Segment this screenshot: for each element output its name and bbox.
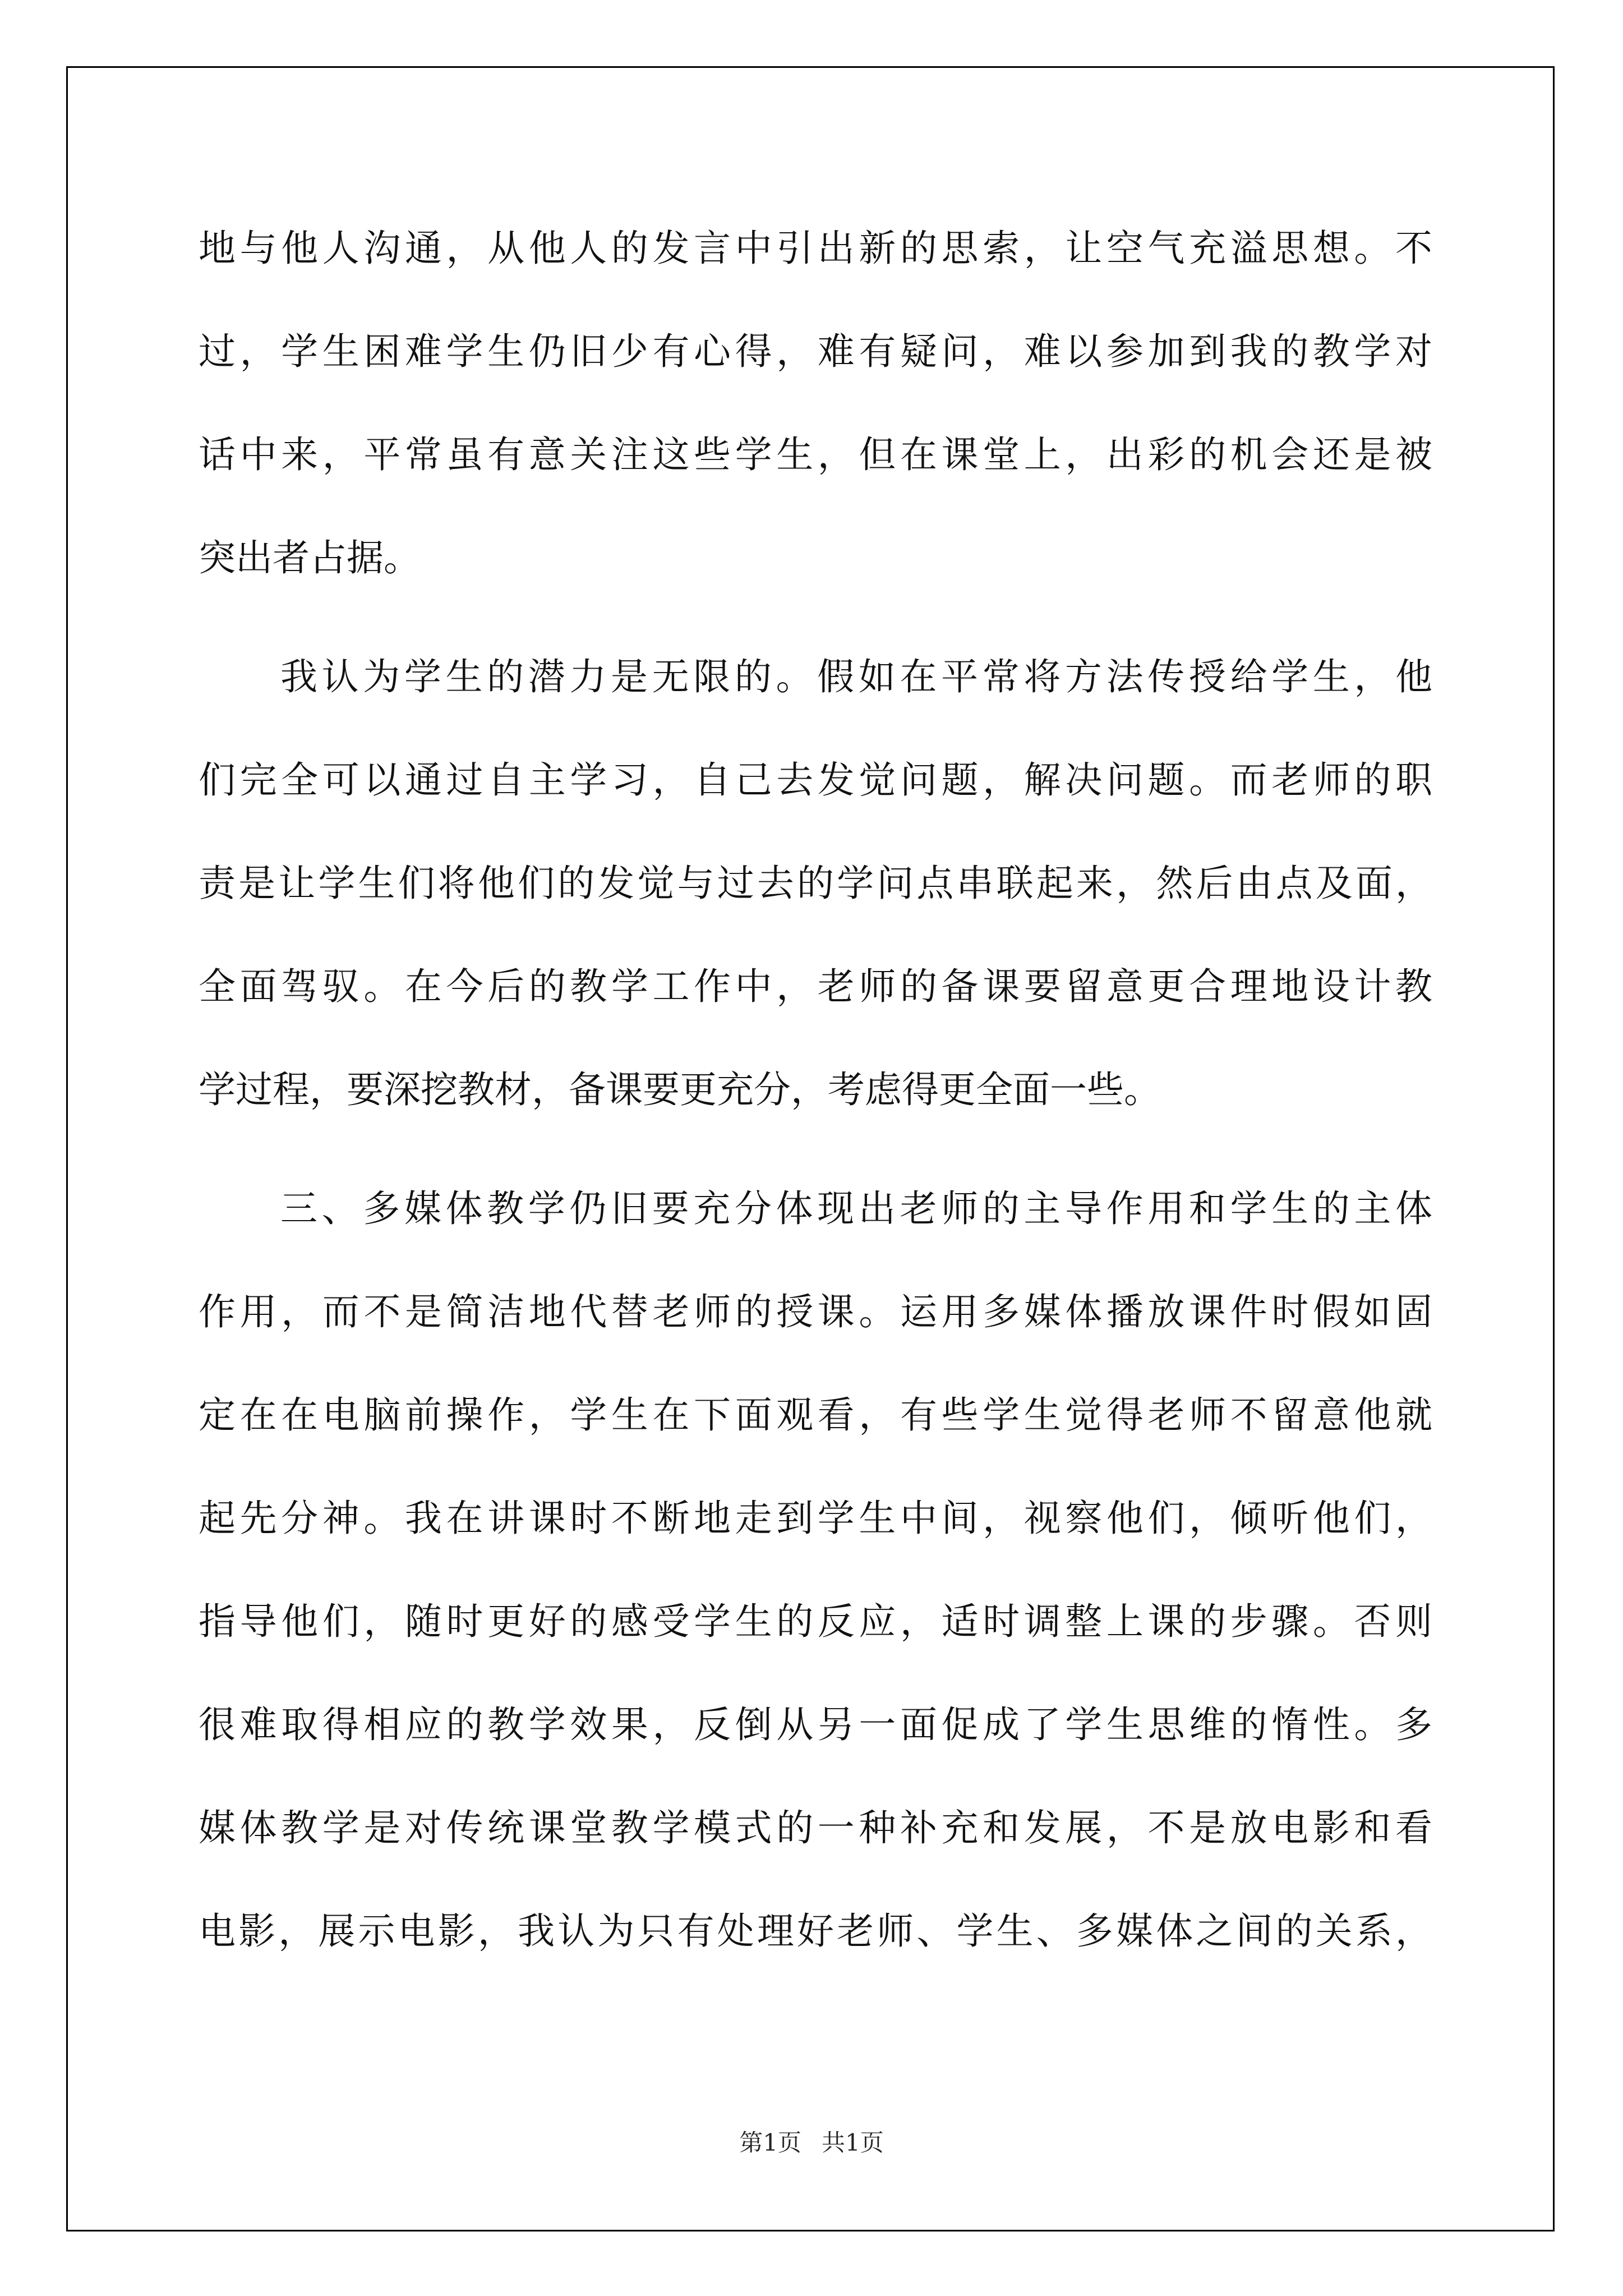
text-line: 突出者占据。 xyxy=(199,536,421,579)
text-line: 定在在电脑前操作，学生在下面观看，有些学生觉得老师不留意他就 xyxy=(199,1393,1432,1437)
text-line: 起先分神。我在讲课时不断地走到学生中间，视察他们，倾听他们， xyxy=(199,1497,1432,1540)
page-footer xyxy=(0,2127,1623,2159)
text-line: 三、多媒体教学仍旧要充分体现出老师的主导作用和学生的主体 xyxy=(280,1187,1432,1230)
text-line: 责是让学生们将他们的发觉与过去的学问点串联起来，然后由点及面， xyxy=(199,862,1432,905)
text-line: 地与他人沟通，从他人的发言中引出新的思索，让空气充溢思想。不 xyxy=(199,227,1432,270)
text-line: 学过程，要深挖教材，备课要更充分，考虑得更全面一些。 xyxy=(199,1068,1161,1111)
text-line: 话中来，平常虽有意关注这些学生，但在课堂上，出彩的机会还是被 xyxy=(199,433,1432,476)
text-line: 过，学生困难学生仍旧少有心得，难有疑问，难以参加到我的教学对 xyxy=(199,330,1432,373)
text-line: 们完全可以通过自主学习，自己去发觉问题，解决问题。而老师的职 xyxy=(199,758,1432,802)
text-line: 指导他们，随时更好的感受学生的反应，适时调整上课的步骤。否则 xyxy=(199,1600,1432,1643)
text-line: 我认为学生的潜力是无限的。假如在平常将方法传授给学生，他 xyxy=(280,655,1432,698)
text-line: 电影，展示电影，我认为只有处理好老师、学生、多媒体之间的关系， xyxy=(199,1910,1432,1953)
page-number: 第1页 xyxy=(739,2129,801,2156)
text-line: 全面驾驭。在今后的教学工作中，老师的备课要留意更合理地设计教 xyxy=(199,965,1432,1008)
text-line: 媒体教学是对传统课堂教学模式的一种补充和发展，不是放电影和看 xyxy=(199,1806,1432,1849)
text-line: 很难取得相应的教学效果，反倒从另一面促成了学生思维的惰性。多 xyxy=(199,1703,1432,1746)
text-line: 作用，而不是简洁地代替老师的授课。运用多媒体播放课件时假如固 xyxy=(199,1290,1432,1333)
page-total: 共1页 xyxy=(822,2129,884,2156)
